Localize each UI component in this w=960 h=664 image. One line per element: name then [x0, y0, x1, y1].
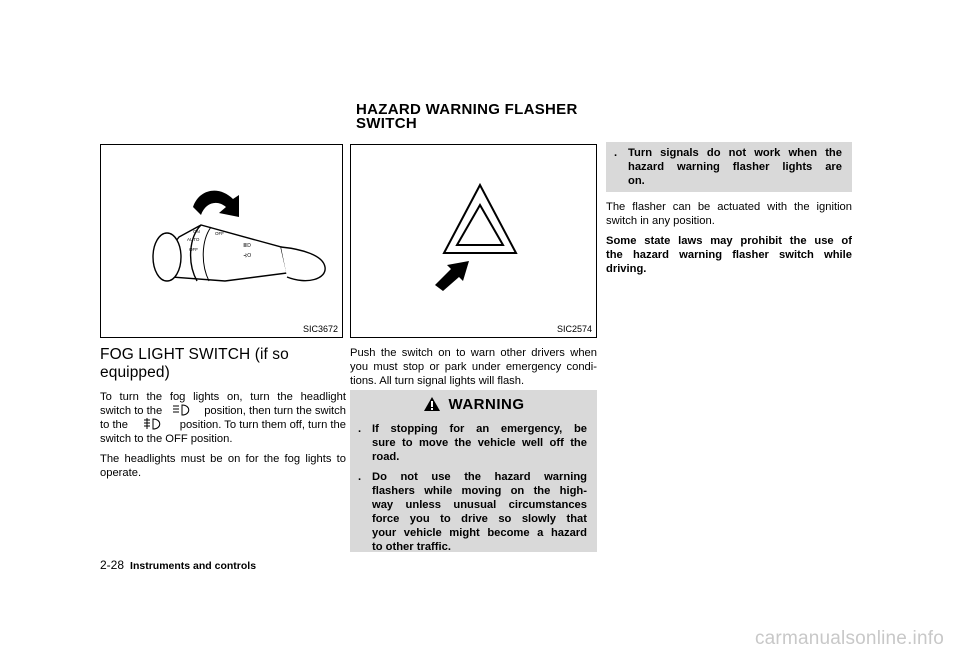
page-number: 2-28 — [100, 558, 125, 572]
fog-light-icon — [140, 418, 168, 430]
hazard-paragraph: Push the switch on to warn other drivers when you must stop or park under emergency condi- tions. All turn signal lights will flash. — [350, 347, 597, 387]
svg-text:OFF: OFF — [215, 231, 224, 236]
watermark: carmanualsonline.info — [754, 628, 944, 649]
hazard-triangle-illustration — [351, 145, 596, 337]
state-laws-paragraph: Some state laws may prohibit the use of the hazard warning flasher switch while driving. — [606, 235, 852, 275]
warning-icon — [423, 396, 441, 412]
warning-header — [350, 390, 597, 418]
svg-text:AUTO: AUTO — [187, 237, 200, 242]
svg-text:ON: ON — [193, 229, 200, 234]
fog-light-paragraph-1: To turn the fog lights on, turn the headlight switch to the position, then turn the switch to the position. To turn them off, turn the switch to the OFF position. — [100, 391, 346, 445]
hazard-section — [350, 346, 597, 388]
figure-fog-light-switch — [100, 144, 343, 338]
page-footer — [100, 558, 256, 572]
fog-light-section — [100, 346, 346, 480]
figure-hazard-switch — [350, 144, 597, 338]
right-column-text — [606, 200, 852, 276]
headlight-icon — [169, 404, 197, 416]
fog-light-heading: FOG LIGHT SWITCH (if so equipped) — [100, 346, 289, 381]
fog-light-paragraph-2: The headlights must be on for the fog lights to operate. — [100, 453, 346, 479]
warning-bullet-1: . If stopping for an emergency, be sure to move the vehicle well off the road. — [358, 423, 587, 463]
figure-code: SIC3672 — [302, 324, 338, 334]
footer-section-name: Instruments and controls — [130, 560, 257, 572]
svg-text:⊰O: ⊰O — [243, 253, 252, 259]
warning-bullet-2: . Do not use the hazard warning flashers while moving on the high- way unless unusual circumstances force you to drive so slowly that your vehicle might become a hazard to other traffic. — [358, 471, 587, 553]
svg-text:OFF: OFF — [189, 247, 198, 252]
headlight-stalk-illustration — [101, 145, 342, 337]
section-title: HAZARD WARNING FLASHER SWITCH — [356, 101, 578, 132]
svg-text:≣D: ≣D — [243, 243, 251, 249]
warning-box — [350, 390, 597, 552]
figure-code: SIC2574 — [556, 324, 592, 334]
flasher-paragraph: The flasher can be actuated with the ignition switch in any position. — [606, 201, 852, 227]
note-box: . Turn signals do not work when the hazard warning flasher lights are on. — [606, 142, 852, 192]
warning-label: WARNING — [448, 395, 525, 413]
